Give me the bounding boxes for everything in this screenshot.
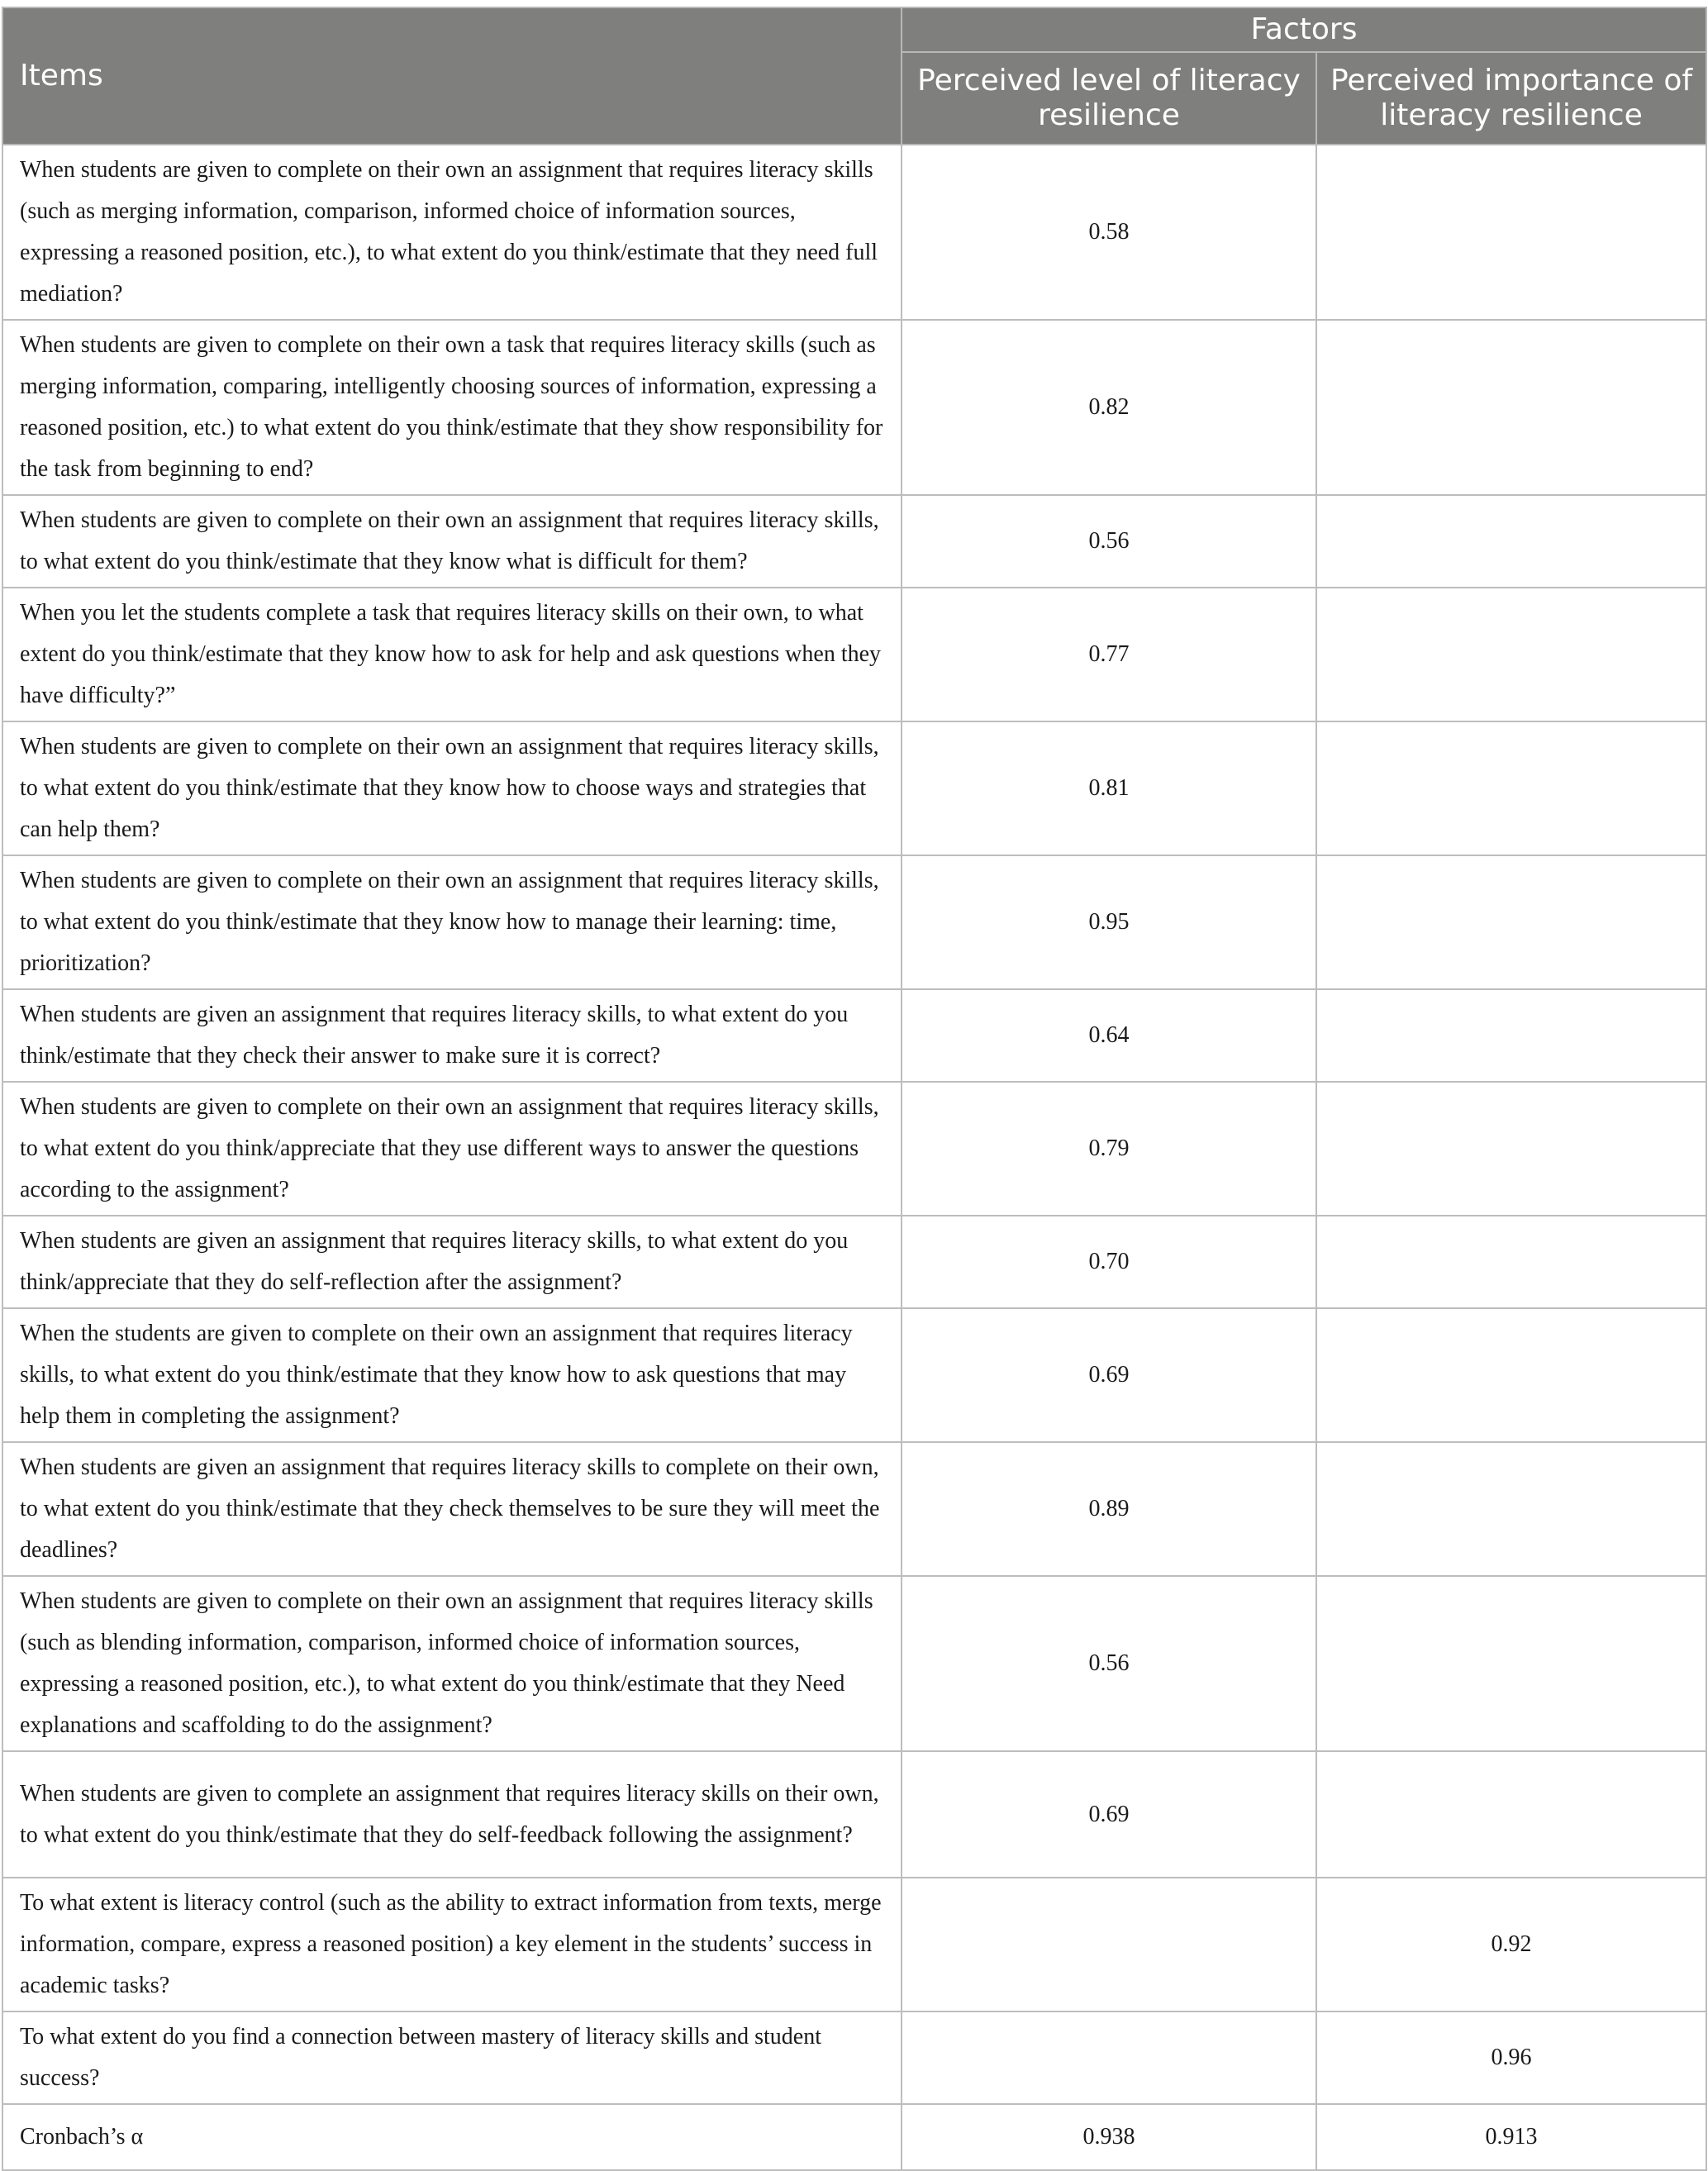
importance-value xyxy=(1316,855,1706,989)
item-text: When students are given to complete on their own a task that requires literacy skills (such as merging information, comparing, intelligently choosing sources of information, expressing a reasoned position, etc.) to what extent do you think/estimate that they show responsibility for the task from beginning to end? xyxy=(2,320,902,495)
item-text: When students are given an assignment that requires literacy skills, to what extent do you think/appreciate that they do self-reflection after the assignment? xyxy=(2,1216,902,1308)
table-row xyxy=(2,1751,1706,1878)
level-value: 0.89 xyxy=(902,1442,1316,1576)
level-value xyxy=(902,1878,1316,2012)
table-row xyxy=(2,1082,1706,1216)
reliability-label: Cronbach’s α xyxy=(2,2104,902,2170)
table-row xyxy=(2,1216,1706,1308)
table-body xyxy=(2,145,1706,2170)
level-column-header: Perceived level of literacy resilience xyxy=(902,52,1316,145)
importance-value xyxy=(1316,145,1706,320)
item-text: When students are given to complete on their own an assignment that requires literacy skills, to what extent do you think/appreciate that they use different ways to answer the questions according to the assignment? xyxy=(2,1082,902,1216)
item-text: To what extent is literacy control (such as the ability to extract information from texts, merge information, compare, express a reasoned position) a key element in the students’ success in academic tasks? xyxy=(2,1878,902,2012)
importance-value xyxy=(1316,1308,1706,1442)
table-container xyxy=(2,7,1706,2171)
item-text: When students are given to complete on their own an assignment that requires literacy skills, to what extent do you think/estimate that they know what is difficult for them? xyxy=(2,495,902,588)
importance-value: 0.913 xyxy=(1316,2104,1706,2170)
table-row xyxy=(2,1878,1706,2012)
table-row xyxy=(2,1576,1706,1751)
importance-value xyxy=(1316,1576,1706,1751)
importance-value xyxy=(1316,1082,1706,1216)
importance-column-header: Perceived importance of literacy resilience xyxy=(1316,52,1706,145)
level-value: 0.79 xyxy=(902,1082,1316,1216)
level-value xyxy=(902,2012,1316,2104)
table-row xyxy=(2,1442,1706,1576)
table-row xyxy=(2,320,1706,495)
importance-value xyxy=(1316,721,1706,855)
importance-value xyxy=(1316,320,1706,495)
importance-value xyxy=(1316,1442,1706,1576)
importance-value xyxy=(1316,1216,1706,1308)
level-value: 0.77 xyxy=(902,588,1316,721)
item-text: When you let the students complete a task that requires literacy skills on their own, to what extent do you think/estimate that they know how to ask for help and ask questions when they have difficulty?” xyxy=(2,588,902,721)
item-text: When students are given to complete on their own an assignment that requires literacy skills, to what extent do you think/estimate that they know how to manage their learning: time, prioritization? xyxy=(2,855,902,989)
level-value: 0.938 xyxy=(902,2104,1316,2170)
level-value: 0.70 xyxy=(902,1216,1316,1308)
importance-value xyxy=(1316,989,1706,1082)
item-text: When students are given to complete an assignment that requires literacy skills on their own, to what extent do you think/estimate that they do self-feedback following the assignment? xyxy=(2,1751,902,1878)
reliability-row xyxy=(2,2104,1706,2170)
table-row xyxy=(2,495,1706,588)
item-text: When students are given an assignment that requires literacy skills, to what extent do you think/estimate that they check their answer to make sure it is correct? xyxy=(2,989,902,1082)
table-row xyxy=(2,1308,1706,1442)
level-value: 0.81 xyxy=(902,721,1316,855)
importance-value xyxy=(1316,495,1706,588)
table-row xyxy=(2,2012,1706,2104)
table-row xyxy=(2,588,1706,721)
item-text: When the students are given to complete on their own an assignment that requires literacy skills, to what extent do you think/estimate that they know how to ask questions that may help them in completing the assignment? xyxy=(2,1308,902,1442)
level-value: 0.69 xyxy=(902,1308,1316,1442)
item-text: When students are given an assignment that requires literacy skills to complete on their own, to what extent do you think/estimate that they check themselves to be sure they will meet the deadlines? xyxy=(2,1442,902,1576)
level-value: 0.56 xyxy=(902,1576,1316,1751)
items-header: Items xyxy=(2,7,902,145)
table-row xyxy=(2,145,1706,320)
importance-value: 0.92 xyxy=(1316,1878,1706,2012)
importance-value xyxy=(1316,588,1706,721)
factor-loadings-table xyxy=(2,7,1707,2171)
item-text: When students are given to complete on their own an assignment that requires literacy skills (such as merging information, comparison, informed choice of information sources, expressing a reasoned position, etc.), to what extent do you think/estimate that they need full mediation? xyxy=(2,145,902,320)
level-value: 0.95 xyxy=(902,855,1316,989)
level-value: 0.58 xyxy=(902,145,1316,320)
factors-header: Factors xyxy=(902,7,1706,52)
level-value: 0.56 xyxy=(902,495,1316,588)
level-value: 0.82 xyxy=(902,320,1316,495)
table-row xyxy=(2,721,1706,855)
importance-value xyxy=(1316,1751,1706,1878)
table-row xyxy=(2,855,1706,989)
item-text: To what extent do you find a connection between mastery of literacy skills and student success? xyxy=(2,2012,902,2104)
level-value: 0.69 xyxy=(902,1751,1316,1878)
item-text: When students are given to complete on their own an assignment that requires literacy skills (such as blending information, comparison, informed choice of information sources, expressing a reasoned position, etc.), to what extent do you think/estimate that they Need explanations and scaffolding to do the assignment? xyxy=(2,1576,902,1751)
table-row xyxy=(2,989,1706,1082)
level-value: 0.64 xyxy=(902,989,1316,1082)
table-header xyxy=(2,7,1706,145)
importance-value: 0.96 xyxy=(1316,2012,1706,2104)
item-text: When students are given to complete on their own an assignment that requires literacy skills, to what extent do you think/estimate that they know how to choose ways and strategies that can help them? xyxy=(2,721,902,855)
